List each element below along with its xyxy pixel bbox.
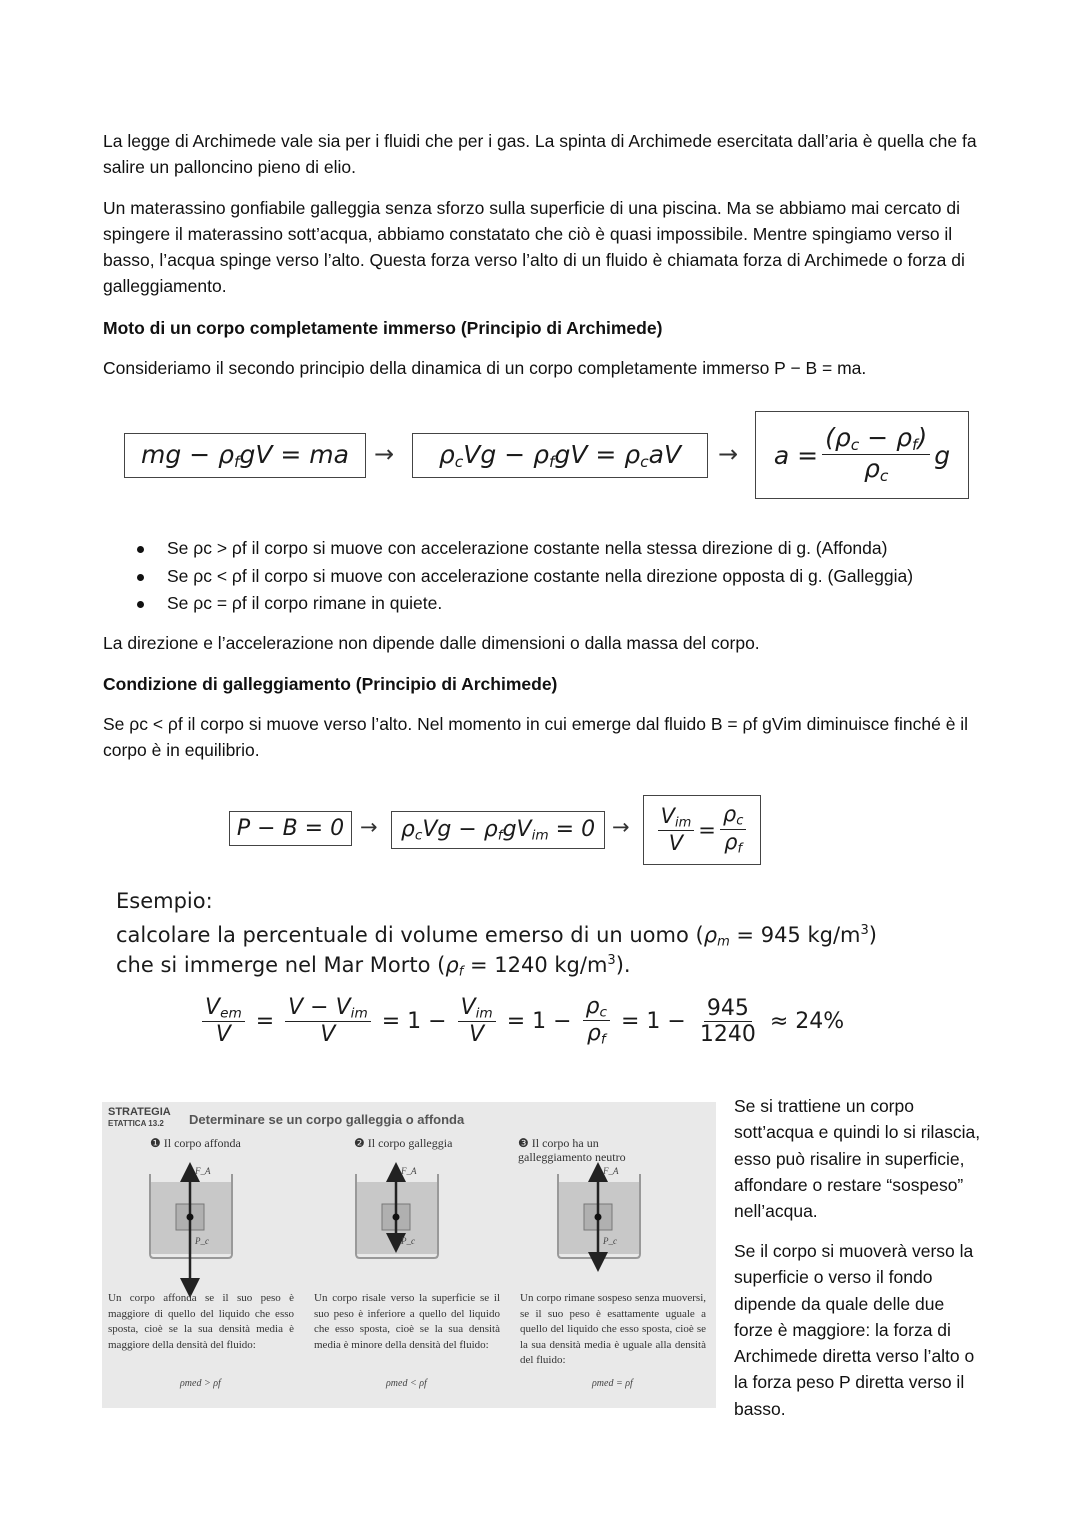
relation-sinks: ρmed > ρf <box>180 1378 221 1389</box>
example-line-1: calcolare la percentuale di volume emerso di un uomo ($\rho_m = 945$ $kg/m^3$) <box>116 922 877 950</box>
arrow-icon: → <box>612 815 630 839</box>
force-archimedes-label: F_A <box>195 1166 211 1176</box>
force-weight-label: P_c <box>401 1236 415 1246</box>
equation-box-acceleration: a = $\frac{(\rho_c - \rho_f)}{\rho_c}$ g <box>755 411 969 499</box>
side-paragraph-release: Se si trattiene un corpo sott’acqua e quindi lo si rilascia, esso può risalire in superficie, affondare o restare “sospeso” nell’acqua. <box>734 1096 981 1222</box>
force-weight-label: P_c <box>603 1236 617 1246</box>
arrow-icon: → <box>374 440 395 468</box>
equation-box-substitution: $\rho_cVg - \rho_fgV = \rho_caV$ <box>412 433 708 478</box>
example-calculation: $\frac{V_{em}}{V}$ = $\frac{V - V_{im}}{V}$ = 1 − $\frac{V_{im}}{V}$ = 1 − $\frac{\rho_c}{\rho_f}$ = 1 − $\frac{945}{1240}$ ≈ 24% <box>198 995 844 1048</box>
case-label-neutral: ❸ Il corpo ha un galleggiamento neutro <box>518 1136 626 1164</box>
example-title: Esempio: <box>116 889 213 913</box>
beakers-diagram <box>102 1102 716 1302</box>
section-heading-floating: Condizione di galleggiamento (Principio di Archimede) <box>103 674 558 694</box>
beaker-floats <box>356 1172 438 1258</box>
dynamics-paragraph: Consideriamo il secondo principio della dinamica di un corpo completamente immerso P − B = ma. <box>103 358 867 378</box>
list-item: Se ρc = ρf il corpo rimane in quiete. <box>103 590 913 618</box>
arrow-icon: → <box>360 815 378 839</box>
beaker-neutral <box>558 1172 640 1262</box>
bullet-icon <box>137 546 144 553</box>
list-item: Se ρc < ρf il corpo si muove con accelerazione costante nella direzione opposta di g. (Galleggia) <box>103 563 913 591</box>
force-archimedes-label: F_A <box>401 1166 417 1176</box>
figure-title: Determinare se un corpo galleggia o affonda <box>189 1112 465 1127</box>
buoyancy-paragraph: Un materassino gonfiabile galleggia senza sforzo sulla superficie di una piscina. Ma se abbiamo mai cercato di spingere il materassino sott’acqua, abbiamo constatato che ciò è quasi impossibile. Mentre spingiamo verso il basso, l’acqua spinge verso l’alto. Questa forza verso l’alto di un fluido è chiamata forza di Archimede o forza di galleggiamento. <box>103 198 965 296</box>
force-archimedes-label: F_A <box>603 1166 619 1176</box>
beaker-sinks <box>150 1172 232 1288</box>
equation-box-equilibrium: P − B = 0 <box>229 811 352 846</box>
arrow-icon: → <box>718 440 739 468</box>
example-line-2: che si immerge nel Mar Morto ($\rho_f = 1240$ $kg/m^3$). <box>116 952 631 980</box>
example-result: ≈ 24% <box>769 1008 845 1034</box>
relation-neutral: ρmed = ρf <box>592 1378 633 1389</box>
case-description-neutral: Un corpo rimane sospeso senza muoversi, se il suo peso è esattamente uguale a quello del liquido che esso sposta, cioè se la sua densità media è uguale alla densità del fluido: <box>520 1292 706 1366</box>
force-weight-label: P_c <box>195 1236 209 1246</box>
case-label-sinks: ❶ Il corpo affonda <box>150 1136 241 1150</box>
density-cases-list <box>103 535 913 618</box>
case-description-sinks: Un corpo affonda se il suo peso è maggiore di quello del liquido che esso sposta, cioè se la sua densità media è maggiore della densità del fluido: <box>108 1292 294 1351</box>
equation-box-newton: mg − $\rho_fgV$ = ma <box>124 433 366 478</box>
strategy-number: ETATTICA 13.2 <box>108 1119 164 1128</box>
intro-paragraph: La legge di Archimede vale sia per i fluidi che per i gas. La spinta di Archimede esercitata dall’aria è quella che fa salire un palloncino pieno di elio. <box>103 131 977 177</box>
strategy-label: STRATEGIA <box>108 1106 171 1118</box>
case-label-floats: ❷ Il corpo galleggia <box>354 1136 453 1150</box>
equation-box-forces: $\rho_cVg - \rho_fgV_{im} = 0$ <box>391 811 605 849</box>
list-item: Se ρc > ρf il corpo si muove con accelerazione costante nella stessa direzione di g. (Affonda) <box>103 535 913 563</box>
direction-paragraph: La direzione e l’accelerazione non dipende dalle dimensioni o dalla massa del corpo. <box>103 633 760 653</box>
side-paragraph-forces: Se il corpo si muoverà verso la superficie o verso il fondo dipende da quale delle due forze è maggiore: la forza di Archimede diretta verso l’alto o la forza peso P diretta verso il basso. <box>734 1241 975 1419</box>
floating-paragraph: Se ρc < ρf il corpo si muove verso l’alto. Nel momento in cui emerge dal fluido B = ρf gVim diminuisce finché è il corpo è in equilibrio. <box>103 714 969 760</box>
section-heading-immersed: Moto di un corpo completamente immerso (Principio di Archimede) <box>103 318 663 338</box>
case-description-floats: Un corpo risale verso la superficie se il suo peso è inferiore a quello del liquido che esso sposta, cioè se la sua densità media è minore della densità del fluido: <box>314 1292 500 1351</box>
bullet-icon <box>137 574 144 581</box>
textbook-figure <box>102 1102 716 1408</box>
relation-floats: ρmed < ρf <box>386 1378 427 1389</box>
bullet-icon <box>137 601 144 608</box>
equation-box-volume-ratio: $\frac{V_{im}}{V}$ = $\frac{\rho_c}{\rho_f}$ <box>643 795 761 865</box>
